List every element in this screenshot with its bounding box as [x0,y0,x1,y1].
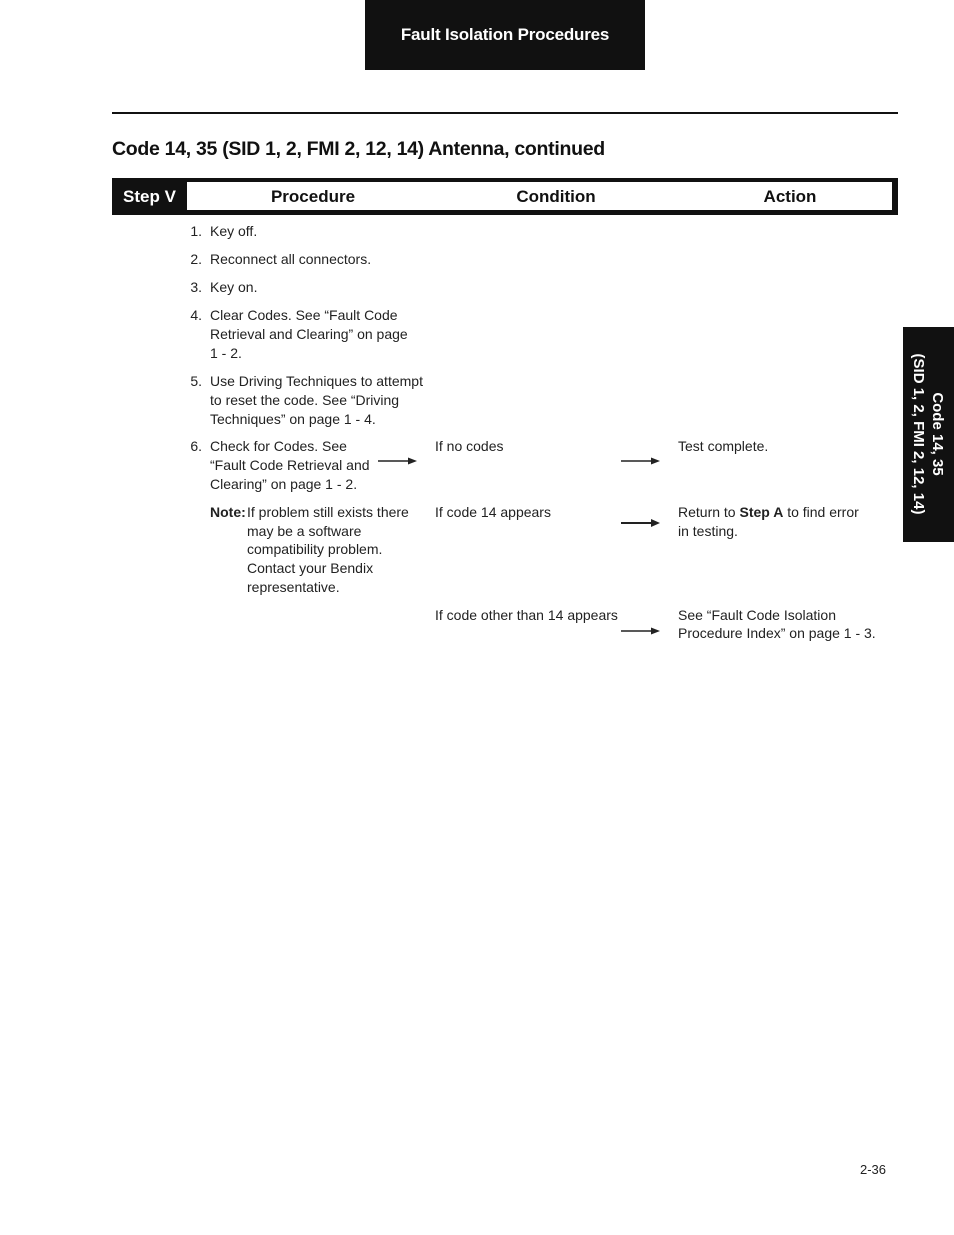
step-text-line: Clearing” on page 1 - 2. [210,476,358,492]
top-rule [112,112,898,114]
arrow-right-icon [378,455,418,467]
arrow-right-icon [621,455,661,467]
step-number: 1. [190,223,202,239]
condition-text: If code 14 appears [435,504,551,520]
header-tab [365,0,645,70]
step-text-line: Check for Codes. See [210,438,347,454]
note-text-line: compatibility problem. [247,541,383,557]
step-text-line: Use Driving Techniques to attempt [210,373,423,389]
table-header [112,178,898,215]
page-number: 2-36 [860,1162,887,1177]
step-text-line: 1 - 2. [210,345,242,361]
step-text-line: Clear Codes. See “Fault Code [210,307,398,323]
section-title: Code 14, 35 (SID 1, 2, FMI 2, 12, 14) Antenna, continued [112,138,605,160]
action-prefix: Return to [678,504,740,520]
step-number: 2. [190,251,202,267]
step-text-line: “Fault Code Retrieval and [210,457,370,473]
arrow-right-icon [621,625,661,637]
condition-text: If no codes [435,438,504,454]
note-label: Note: [210,504,246,520]
step-number: 4. [190,307,202,323]
step-number: 6. [190,438,202,454]
side-tab-line: (SID 1, 2, FMI 2, 12, 14) [910,353,927,515]
step-text: Reconnect all connectors. [210,251,372,267]
table-header-columns [187,182,892,210]
note-text-line: If problem still exists there [247,504,409,520]
note-text-line: representative. [247,579,340,595]
action-suffix: to find error [783,504,859,520]
arrow-right-icon [621,517,661,529]
side-tab-line: Code 14, 35 [929,392,946,476]
step-number: 5. [190,373,202,389]
step-text: Key off. [210,223,258,239]
action-text: Test complete. [678,438,769,454]
action-text [678,503,859,522]
column-action: Action [763,187,817,206]
header-tab-label: Fault Isolation Procedures [400,25,610,44]
side-tab-text [909,354,947,515]
step-text: Key on. [210,279,258,295]
side-tab [903,327,954,542]
step-text-line: Techniques” on page 1 - 4. [210,411,376,427]
step-text-line: Retrieval and Clearing” on page [210,326,408,342]
condition-text: If code other than 14 appears [435,607,618,623]
step-a-reference: Step A [739,504,784,520]
step-text-line: to reset the code. See “Driving [210,392,400,408]
note-text-line: Contact your Bendix [247,560,374,576]
action-text-line: Procedure Index” on page 1 - 3. [678,625,876,641]
action-text-line: See “Fault Code Isolation [678,607,836,623]
column-procedure: Procedure [270,187,356,206]
step-label: Step V [123,186,176,206]
note-text-line: may be a software [247,523,362,539]
step-number: 3. [190,279,202,295]
column-condition: Condition [516,187,596,206]
action-text-line: in testing. [678,523,738,539]
